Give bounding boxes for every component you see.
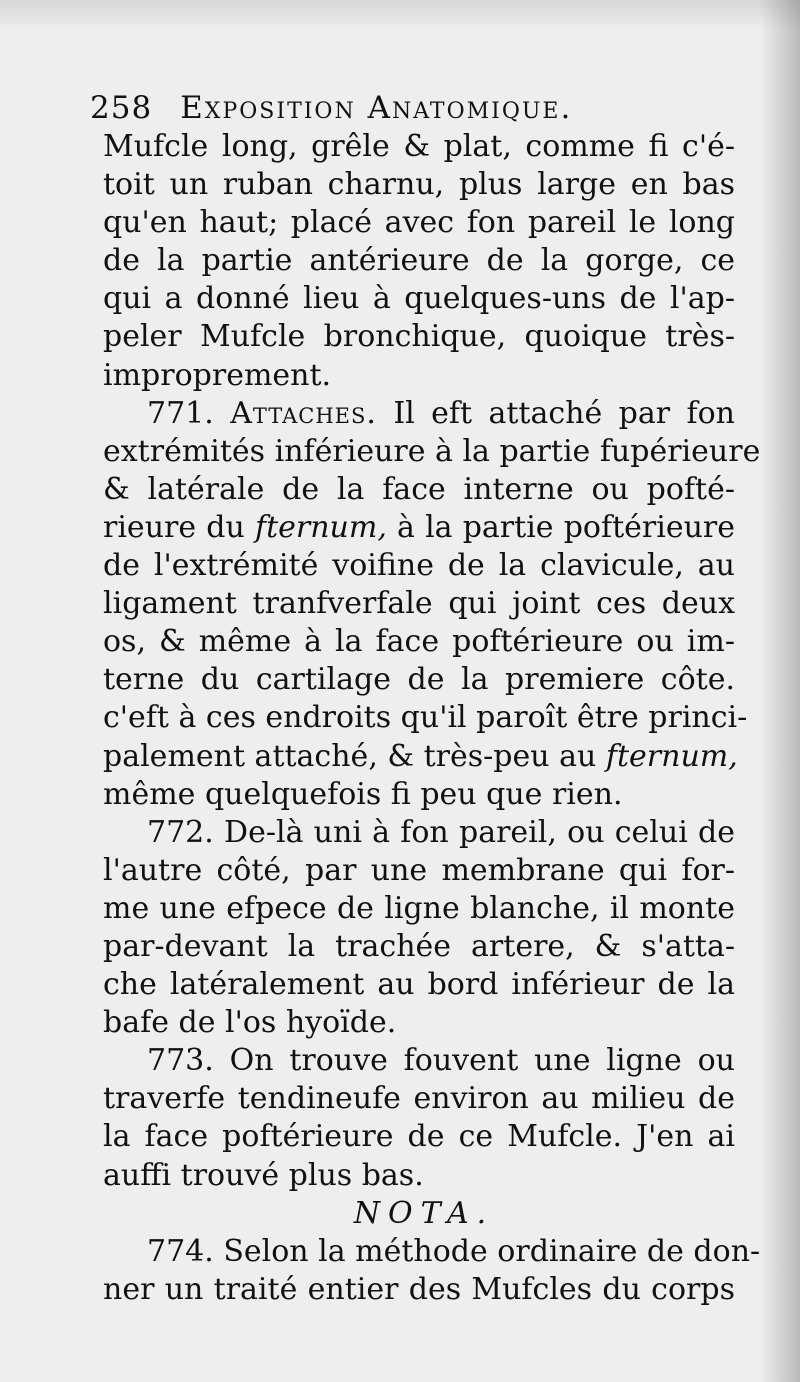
section-heading-attaches: Attaches. <box>230 395 377 431</box>
paragraph-number: 771. <box>147 395 214 431</box>
text-line: de la partie antérieure de la gorge, ce <box>103 243 735 279</box>
text-line: auffi trouvé plus bas. <box>103 1157 424 1193</box>
body-text <box>103 128 761 1309</box>
text-line: toit un ruban charnu, plus large en bas <box>103 167 735 203</box>
text-line: c'eft à ces endroits qu'il paroît être princi- <box>103 700 748 736</box>
text-line: Mufcle long, grêle & plat, comme fi c'é- <box>103 129 735 164</box>
text-fragment: Il eft attaché par fon <box>393 395 735 431</box>
text-line: qui a donné lieu à quelques-uns de l'ap- <box>103 281 735 317</box>
text-line: par-devant la trachée artere, & s'atta- <box>103 928 735 964</box>
text-line: os, & même à la face poftérieure ou im- <box>103 624 735 660</box>
text-line: che latéralement au bord inférieur de la <box>103 967 735 1003</box>
running-title: Exposition Anatomique. <box>180 90 573 126</box>
italic-term-sternum: fternum, <box>254 509 387 545</box>
paragraph-772-first-line: 772. De-là uni à fon pareil, ou celui de <box>147 814 735 850</box>
paragraph-773-first-line: 773. On trouve fouvent une ligne ou <box>147 1043 735 1079</box>
text-line-with-italic <box>103 509 735 547</box>
text-line: ner un traité entier des Mufcles du corps <box>103 1271 735 1307</box>
text-line: me une efpece de ligne blanche, il monte <box>103 890 735 926</box>
text-line: bafe de l'os hyoïde. <box>103 1005 397 1041</box>
paragraph-774-first-line: 774. Selon la méthode ordinaire de don- <box>147 1233 761 1269</box>
text-fragment: rieure du <box>103 509 245 545</box>
text-line-with-italic <box>103 738 738 776</box>
page-number: 258 <box>90 90 153 126</box>
text-line: improprement. <box>103 357 332 393</box>
text-line: de l'extrémité voifine de la clavicule, au <box>103 548 735 584</box>
text-line: traverfe tendineufe environ au milieu de <box>103 1081 735 1117</box>
text-line: qu'en haut; placé avec fon pareil le long <box>103 205 735 241</box>
text-line: même quelquefois fi peu que rien. <box>103 776 623 812</box>
text-fragment: palement attaché, & très-peu au <box>103 738 597 774</box>
text-fragment: à la partie poftérieure <box>397 509 735 545</box>
text-line: & latérale de la face interne ou pofté- <box>103 471 735 507</box>
page-header <box>90 88 730 128</box>
text-line: extrémités inférieure à la partie fupérieure <box>103 433 761 469</box>
text-line: l'autre côté, par une membrane qui for- <box>103 852 735 888</box>
text-line: ligament tranfverfale qui joint ces deux <box>103 586 735 622</box>
nota-heading: NOTA. <box>353 1195 495 1231</box>
text-line: peler Mufcle bronchique, quoique très- <box>103 319 735 355</box>
italic-term-sternum: fternum, <box>605 738 738 774</box>
paragraph-771-first-line <box>103 395 735 433</box>
text-line: terne du cartilage de la premiere côte. <box>103 662 735 698</box>
text-line: la face poftérieure de ce Mufcle. J'en ai <box>103 1119 735 1155</box>
